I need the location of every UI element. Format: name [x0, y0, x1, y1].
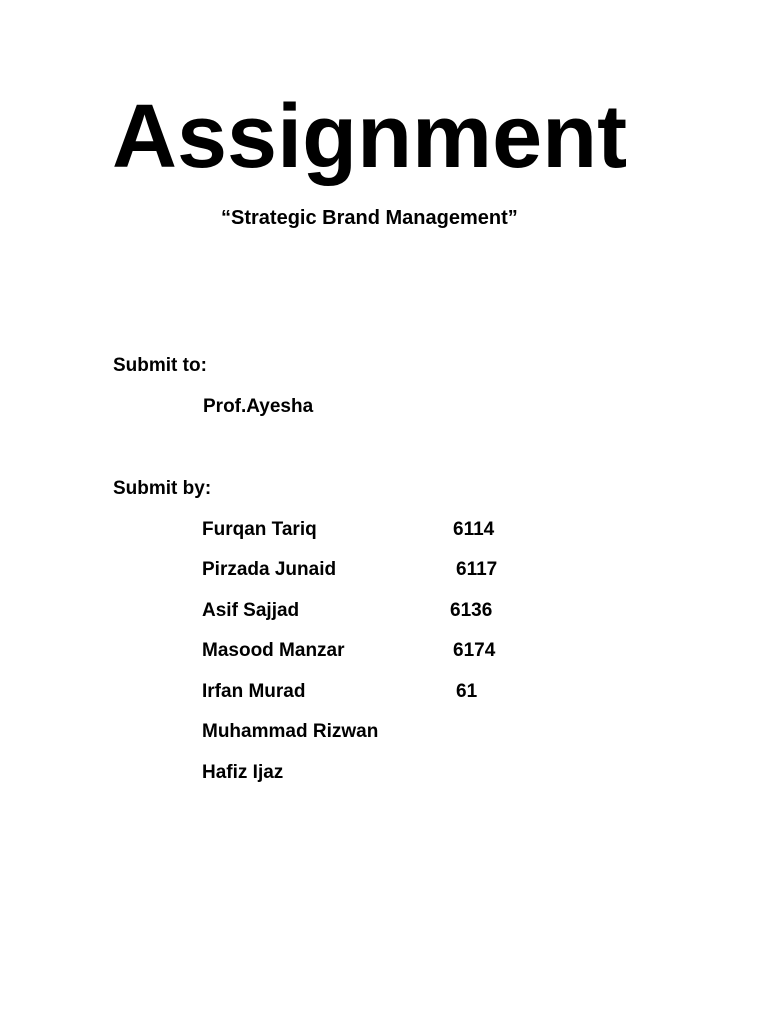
member-id: 6136 [450, 600, 493, 621]
member-id: 6174 [453, 640, 496, 661]
member-name: Masood Manzar [202, 640, 345, 661]
document-subtitle: “Strategic Brand Management” [221, 207, 518, 229]
submit-to-name: Prof.Ayesha [203, 396, 314, 417]
member-row [202, 722, 602, 746]
member-name: Hafiz Ijaz [202, 762, 284, 783]
member-row [202, 763, 602, 787]
member-id: 6114 [453, 519, 495, 540]
submit-to-label: Submit to: [113, 355, 207, 376]
member-name: Asif Sajjad [202, 600, 300, 621]
submit-by-label: Submit by: [113, 478, 212, 499]
member-id: 61 [456, 681, 478, 702]
member-name: Muhammad Rizwan [202, 721, 379, 742]
document-title: Assignment [112, 87, 628, 187]
member-name: Irfan Murad [202, 681, 306, 702]
member-row [202, 560, 602, 584]
member-row [202, 641, 602, 665]
member-name: Pirzada Junaid [202, 559, 337, 580]
member-row [202, 682, 602, 706]
member-id: 6117 [456, 559, 498, 580]
member-row [202, 520, 602, 544]
member-row [202, 601, 602, 625]
member-name: Furqan Tariq [202, 519, 317, 540]
